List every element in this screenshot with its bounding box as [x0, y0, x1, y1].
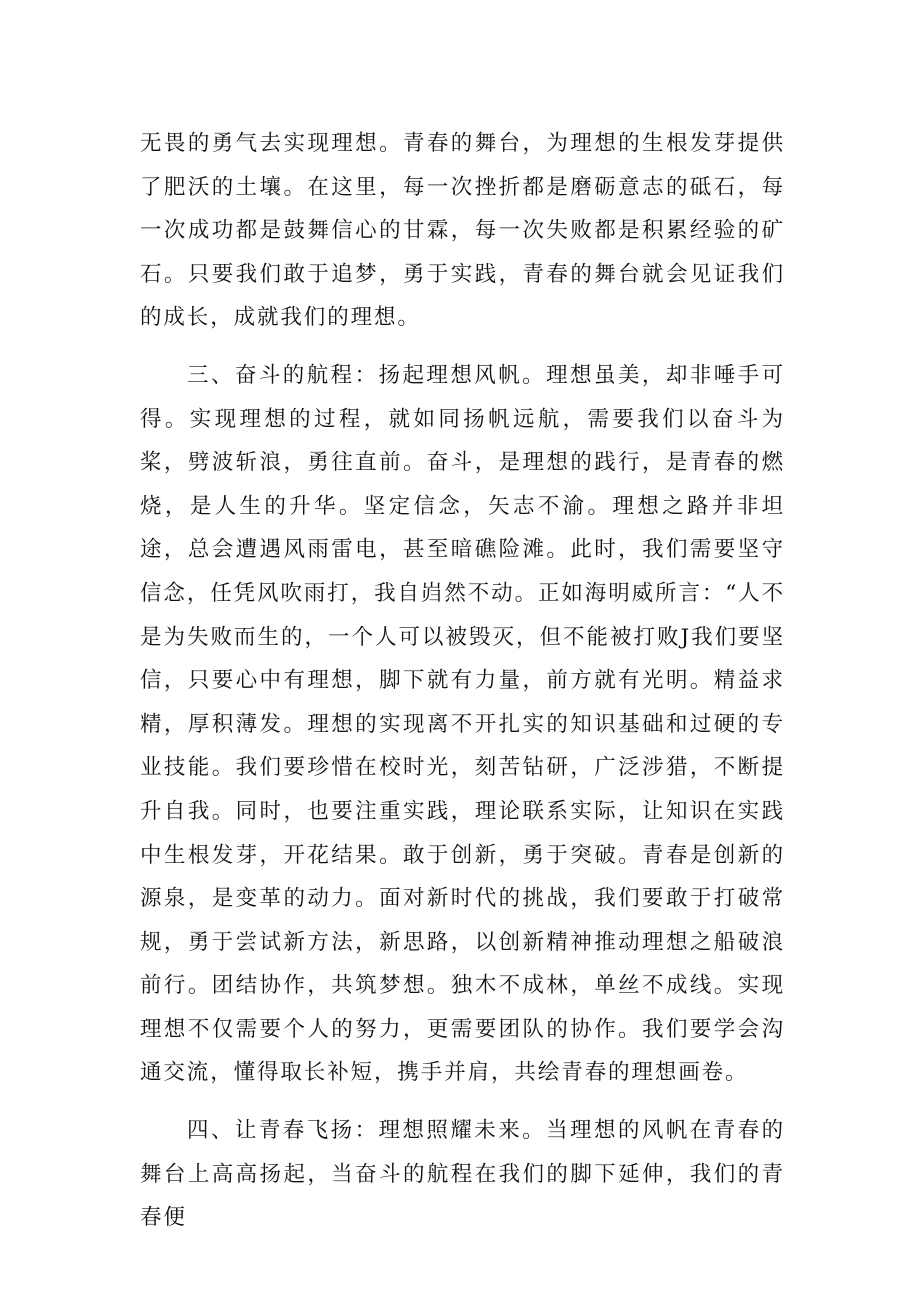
- paragraph-section-four: 四、让青春飞扬：理想照耀未来。当理想的风帆在青春的舞台上高高扬起，当奋斗的航程在我们的脚下延伸，我们的青春便: [140, 1118, 785, 1231]
- paragraph-section-three: 三、奋斗的航程：扬起理想风帆。理想虽美，却非唾手可得。实现理想的过程，就如同扬帆远航，需要我们以奋斗为桨，劈波斩浪，勇往直前。奋斗，是理想的践行，是青春的燃烧，是人生的升华。坚定信念，矢志不渝。理想之路并非坦途，总会遭遇风雨雷电，甚至暗礁险滩。此时，我们需要坚守信念，任凭风吹雨打，我自岿然不动。正如海明威所言：“人不是为失败而生的，一个人可以被毁灭，但不能被打败J我们要坚信，只要心中有理想，脚下就有力量，前方就有光明。精益求精，厚积薄发。理想的实现离不开扎实的知识基础和过硬的专业技能。我们要珍惜在校时光，刻苦钻研，广泛涉猎，不断提升自我。同时，也要注重实践，理论联系实际，让知识在实践中生根发芽，开花结果。敢于创新，勇于突破。青春是创新的源泉，是变革的动力。面对新时代的挑战，我们要敢于打破常规，勇于尝试新方法，新思路，以创新精神推动理想之船破浪前行。团结协作，共筑梦想。独木不成林，单丝不成线。实现理想不仅需要个人的努力，更需要团队的协作。我们要学会沟通交流，懂得取长补短，携手并肩，共绘青春的理想画卷。: [140, 362, 785, 1086]
- document-body: [140, 122, 785, 1240]
- paragraph-continuation: 无畏的勇气去实现理想。青春的舞台，为理想的生根发芽提供了肥沃的土壤。在这里，每一次挫折都是磨砺意志的砥石，每一次成功都是鼓舞信心的甘霖，每一次失败都是积累经验的矿石。只要我们敢于追梦，勇于实践，青春的舞台就会见证我们的成长，成就我们的理想。: [140, 131, 785, 331]
